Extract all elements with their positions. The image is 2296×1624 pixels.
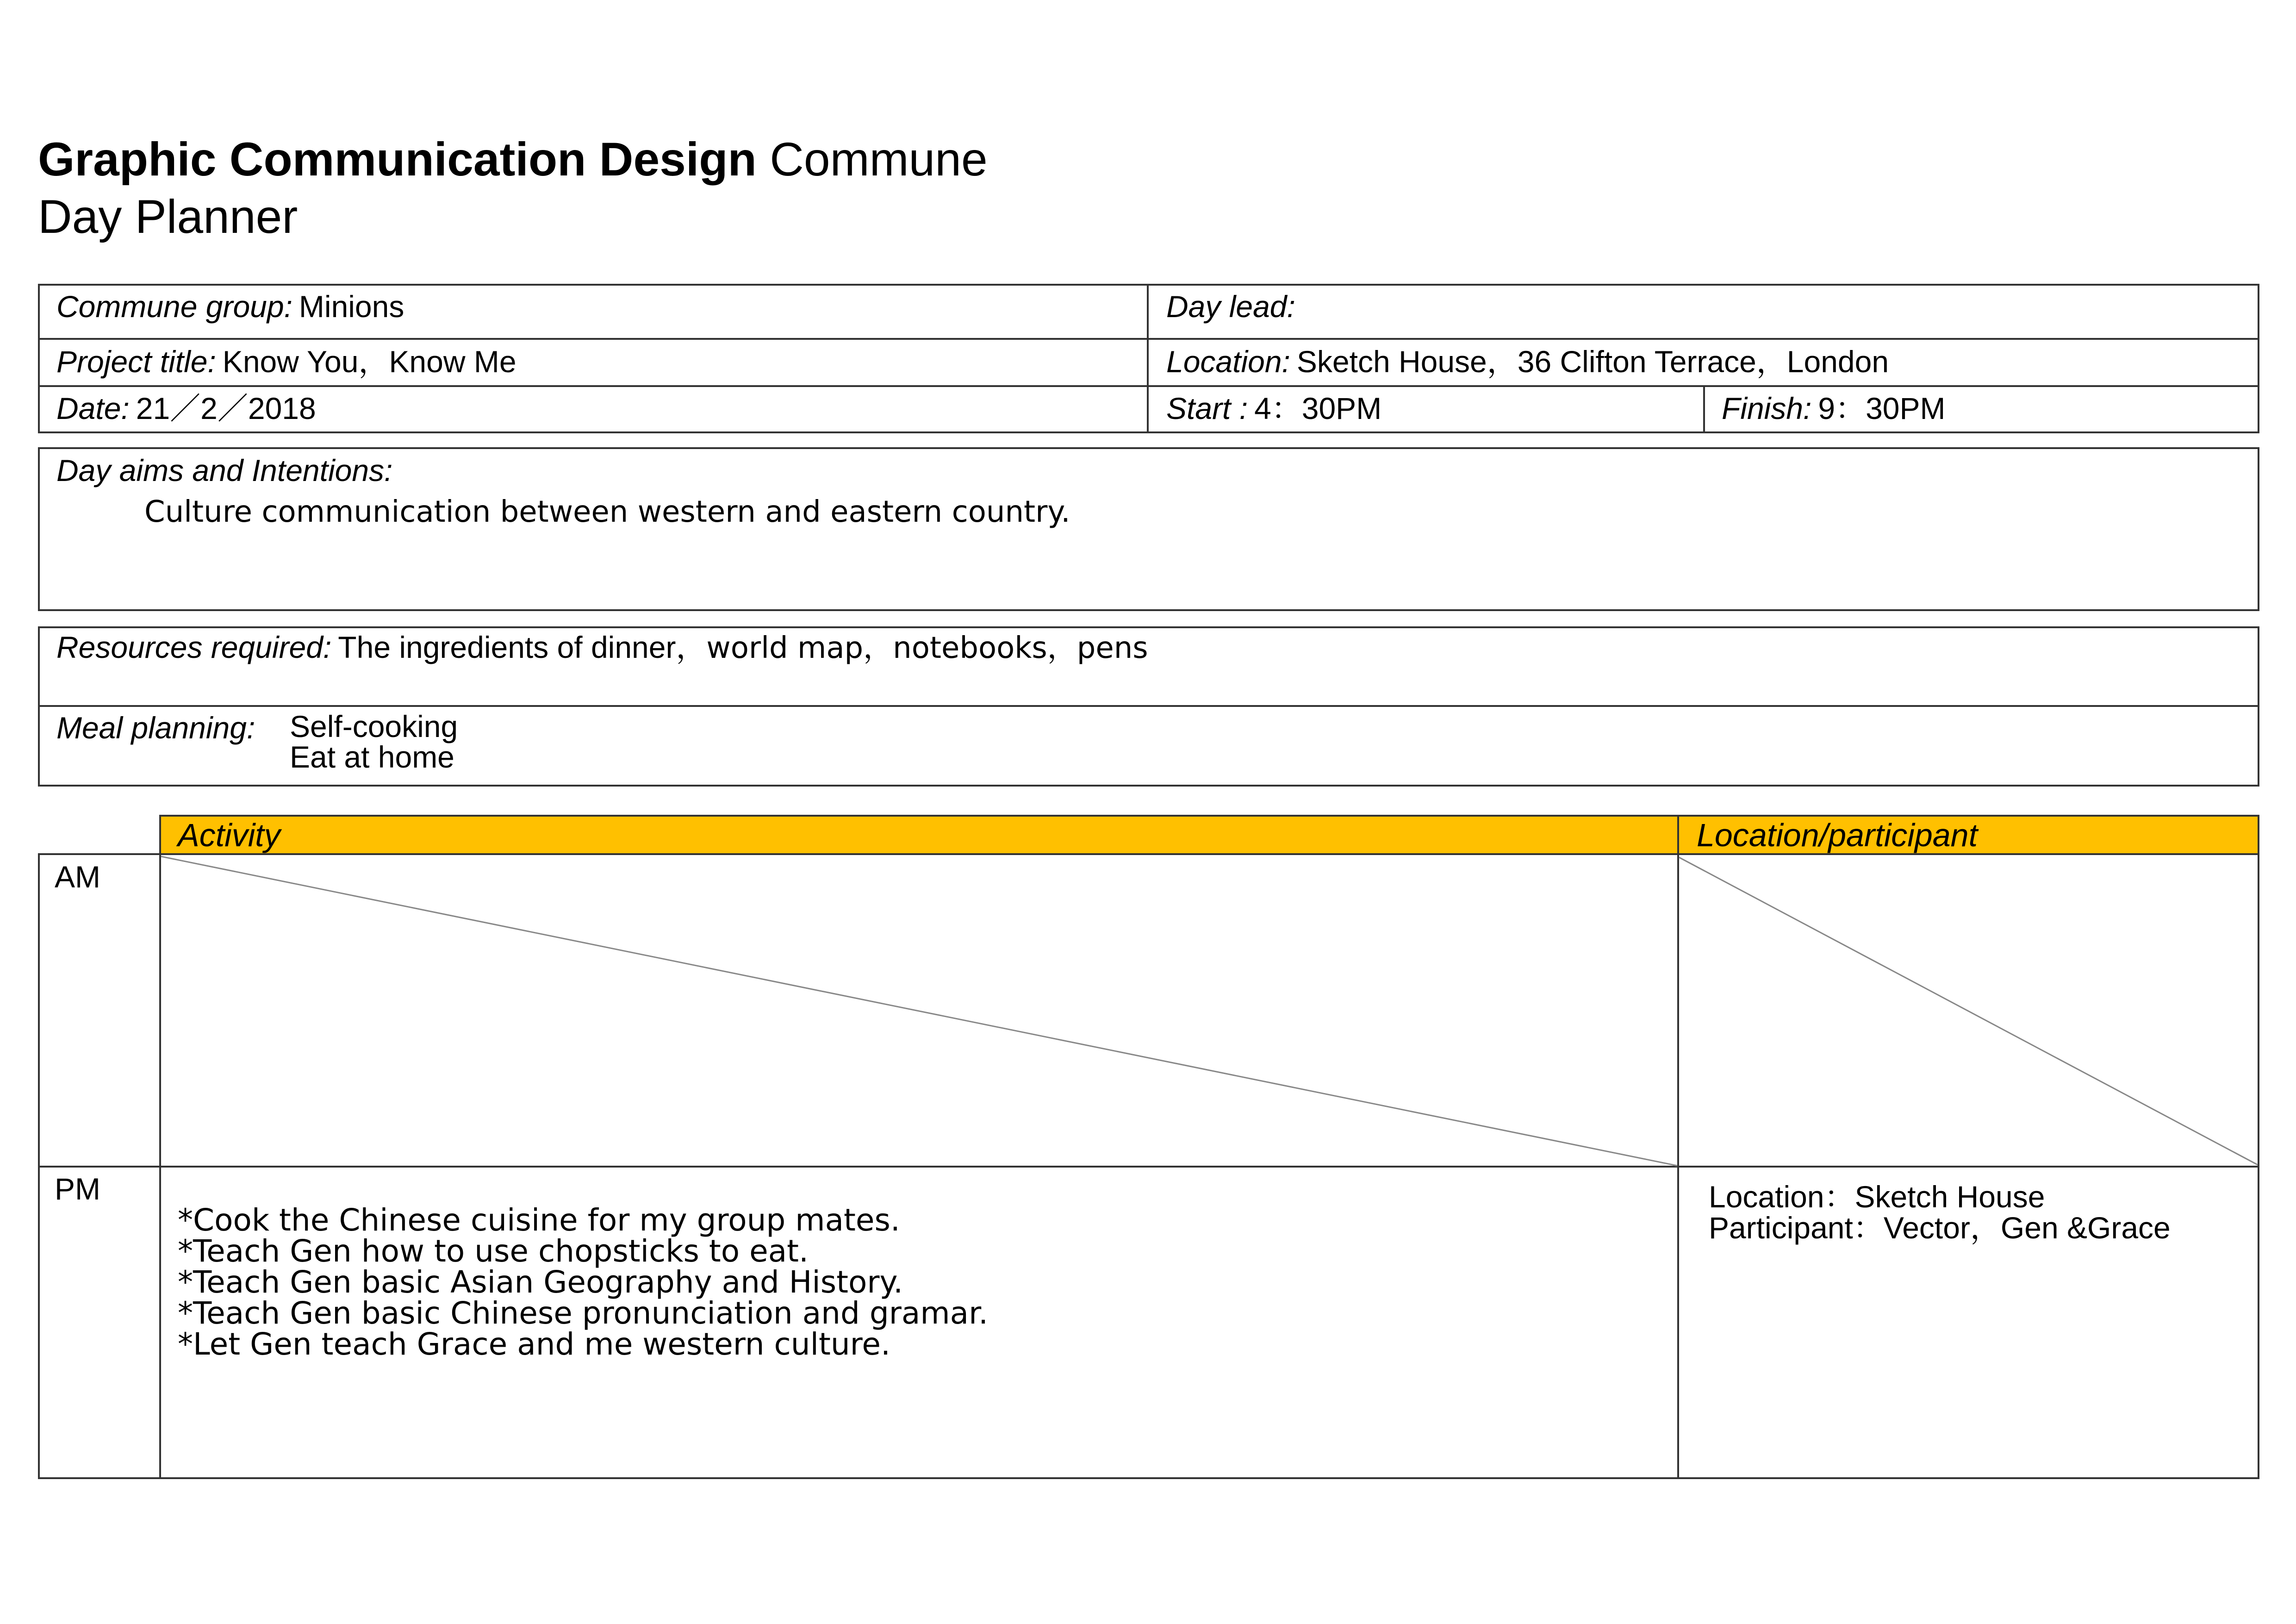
activity-header: Activity	[178, 817, 280, 853]
project-title-label: Project title:	[56, 344, 216, 379]
am-location-strike	[1679, 857, 2258, 1165]
commune-group-value: Minions	[299, 289, 404, 324]
title-rest: Commune	[756, 133, 988, 186]
am-activity-strike	[161, 856, 1677, 1166]
start-label: Start :	[1166, 391, 1248, 425]
meal-line: Self-cooking	[290, 709, 458, 743]
pm-participant: Participant：Vector，Gen &Grace	[1709, 1211, 2171, 1245]
title-bold: Graphic Communication Design	[38, 133, 757, 186]
date-value: 21／2／2018	[136, 391, 316, 425]
pm-activity-item: *Teach Gen basic Asian Geography and History.	[178, 1264, 903, 1300]
resources-label: Resources required:	[56, 630, 332, 664]
project-title-value: Know You，Know Me	[222, 344, 516, 379]
pm-label: PM	[55, 1172, 100, 1206]
title-line2: Day Planner	[38, 190, 298, 243]
aims-text: Culture communication between western and eastern country.	[144, 495, 1070, 529]
pm-activity-item: *Teach Gen how to use chopsticks to eat.	[178, 1233, 809, 1269]
location-value: Sketch House，36 Clifton Terrace，London	[1296, 344, 1889, 379]
day-lead-label: Day lead:	[1166, 289, 1295, 324]
meal-line: Eat at home	[290, 740, 454, 774]
meal-label: Meal planning:	[56, 711, 255, 745]
pm-activity-item: *Let Gen teach Grace and me western culture.	[178, 1326, 890, 1362]
date-label: Date:	[56, 391, 130, 425]
commune-group-label: Commune group:	[56, 289, 292, 324]
pm-activity-item: *Cook the Chinese cuisine for my group mates.	[178, 1202, 900, 1238]
location-label: Location:	[1166, 344, 1290, 379]
pm-location: Location：Sketch House	[1709, 1180, 2045, 1214]
pm-location-participant	[1709, 1181, 2171, 1243]
start-value: 4：30PM	[1254, 391, 1382, 425]
am-label: AM	[55, 860, 100, 894]
resources-value-b: world map，notebooks，pens	[706, 631, 1148, 665]
finish-value: 9：30PM	[1818, 391, 1946, 425]
pm-activity-list	[178, 1202, 989, 1362]
aims-label: Day aims and Intentions:	[56, 453, 393, 487]
location-participant-header: Location/participant	[1697, 817, 1978, 853]
finish-label: Finish:	[1722, 391, 1812, 425]
pm-activity-item: *Teach Gen basic Chinese pronunciation and gramar.	[178, 1295, 989, 1331]
resources-value-a: The ingredients of dinner，	[338, 630, 707, 664]
